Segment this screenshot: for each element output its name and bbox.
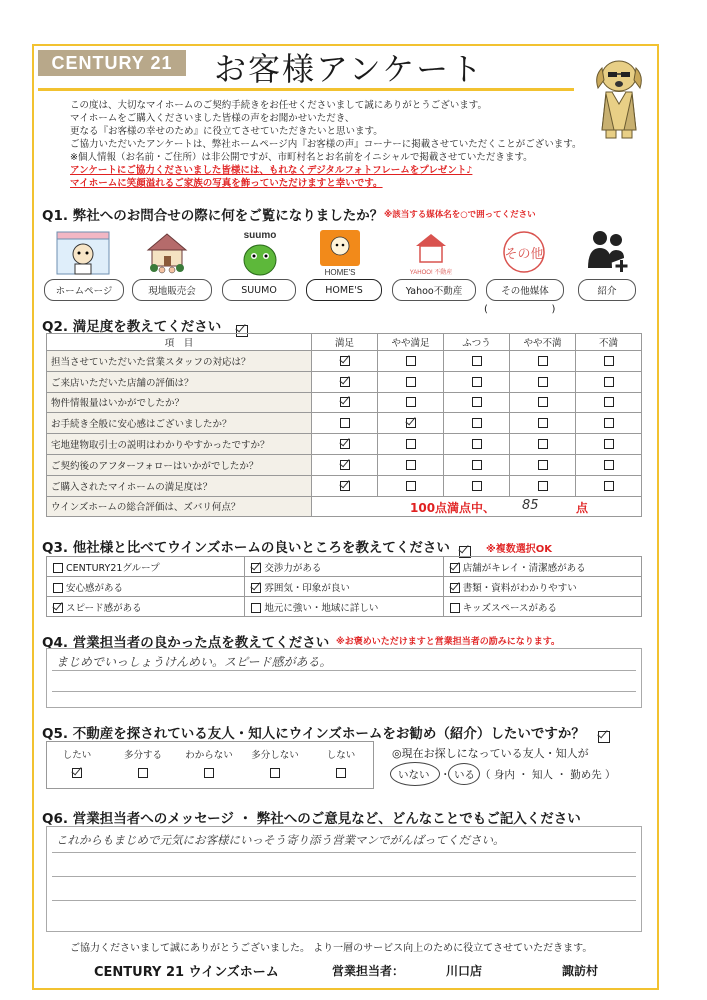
q6-line — [52, 900, 636, 901]
q5-title-check — [598, 731, 610, 743]
q5-option-label: わからない — [185, 750, 233, 761]
q3-option-label: 雰囲気・印象が良い — [264, 582, 350, 594]
q3-check-box[interactable] — [251, 603, 261, 613]
q2-row-store — [47, 371, 642, 392]
q2-col-futsuu: ふつう — [444, 334, 510, 351]
q3-options-table — [46, 556, 642, 617]
q2-check-box[interactable] — [472, 377, 482, 387]
q2-check-box[interactable] — [472, 460, 482, 470]
footer-thanks: ご協力くださいまして誠にありがとうございました。 より一層のサービス向上のために役立てさせていただきます。 — [70, 943, 593, 954]
q6-line — [52, 852, 636, 853]
q3-option-label: 書類・資料がわかりやすい — [462, 582, 577, 594]
q5-separator: ・ — [440, 769, 451, 781]
q2-check-box[interactable] — [604, 377, 614, 387]
q5-option-label: したい — [62, 750, 92, 761]
q5-check-box[interactable] — [204, 768, 214, 778]
q4-title: Q4. 営業担当者の良かった点を教えてください — [42, 635, 330, 651]
q2-check-box[interactable] — [472, 397, 482, 407]
q2-check-box[interactable] — [406, 377, 416, 387]
q1-other-paren: ( ) — [484, 304, 556, 315]
q3-check-box[interactable] — [53, 583, 63, 593]
footer-staff-name: 諏訪村 — [562, 964, 599, 978]
q3-option[interactable] — [47, 557, 245, 577]
q1-title: Q1. 弊社へのお問合せの際に何をご覧になりましたか？ — [42, 208, 384, 224]
yahoo-logo-text: YAHOO! 不動産 — [409, 270, 453, 276]
intro-line-3: 更なる『お客様の幸せのため』に役立てさせていただきたいと思います。 — [70, 126, 383, 137]
q5-iru[interactable]: いる — [454, 769, 475, 781]
century21-logo: CENTURY 21 — [38, 50, 186, 76]
yahoo-realestate-icon — [408, 228, 454, 278]
q6-answer-text: これからもまじめで元気にお客様にいっそう寄り添う営業マンでがんばってください。 — [56, 833, 505, 847]
q2-row-procedure — [47, 413, 642, 434]
q5-relations: （ 身内 ・ 知人 ・ 勤め先 ） — [480, 769, 616, 781]
q2-check-box[interactable] — [340, 377, 350, 387]
q3-option-label: 地元に強い・地域に詳しい — [264, 602, 379, 614]
q3-title: Q3. 他社様と比べてウインズホームの良いところを教えてください — [42, 540, 450, 556]
q2-col-yaya-manzoku: やや満足 — [378, 334, 444, 351]
q1-option-homepage[interactable]: ホームページ — [44, 279, 124, 301]
q2-row-myhome — [47, 475, 642, 496]
q2-check-box[interactable] — [538, 356, 548, 366]
q2-check-box[interactable] — [406, 397, 416, 407]
q2-satisfaction-table — [46, 333, 642, 517]
q2-row-label: 宅地建物取引士の説明はわかりやすかったですか？ — [47, 434, 312, 455]
q2-check-box[interactable] — [340, 439, 350, 449]
q3-check-box[interactable] — [251, 563, 261, 573]
q3-option[interactable] — [47, 597, 245, 617]
q2-title: Q2. 満足度を教えてください — [42, 319, 222, 335]
q2-check-box[interactable] — [538, 377, 548, 387]
q2-row-label: ご契約後のアフターフォローはいかがでしたか？ — [47, 454, 312, 475]
photo-notice: マイホームに笑顔溢れるご家族の写真を飾っていただけますと幸いです。 — [70, 178, 383, 189]
q3-check-box[interactable] — [53, 603, 63, 613]
q2-check-box[interactable] — [406, 418, 416, 428]
q1-option-genchi[interactable]: 現地販売会 — [132, 279, 212, 301]
q2-score-value[interactable]: 85 — [522, 497, 539, 513]
q3-option[interactable] — [443, 557, 641, 577]
q2-check-box[interactable] — [604, 481, 614, 491]
q5-option-label: しない — [326, 750, 356, 761]
q5-check-box[interactable] — [336, 768, 346, 778]
suumo-mascot-icon — [232, 228, 288, 278]
q1-option-other[interactable]: その他媒体 — [486, 279, 564, 301]
intro-line-2: マイホームをご購入くださいました皆様の声をお聞かせいただき、 — [70, 113, 355, 124]
homes-icon — [318, 228, 362, 278]
q5-friend-question: ◎現在お探しになっている友人・知人が — [392, 747, 589, 760]
q2-col-item: 項 目 — [47, 334, 312, 351]
q2-check-box[interactable] — [472, 418, 482, 428]
referral-icon — [586, 228, 630, 274]
website-icon — [55, 230, 111, 276]
q3-option[interactable] — [443, 597, 641, 617]
suumo-logo-text: suumo — [243, 230, 277, 241]
q1-option-suumo[interactable]: SUUMO — [222, 279, 296, 301]
q3-option-label: キッズスペースがある — [462, 602, 558, 614]
q3-note: ※複数選択OK — [486, 544, 552, 555]
q3-check-box[interactable] — [450, 563, 460, 573]
house-icon — [142, 230, 192, 276]
q4-line — [52, 670, 636, 671]
q2-check-box[interactable] — [406, 460, 416, 470]
q2-row-staff — [47, 351, 642, 372]
q2-row-label: 物件情報量はいかがでしたか？ — [47, 392, 312, 413]
q5-recommend-box — [46, 741, 374, 789]
q2-score-label: ウインズホームの総合評価は、ズバリ何点？ — [47, 496, 312, 517]
q1-option-referral[interactable]: 紹介 — [578, 279, 636, 301]
mascot-dog-icon — [588, 54, 650, 140]
q2-check-box[interactable] — [604, 439, 614, 449]
q2-score-cell — [312, 496, 642, 517]
q2-check-box[interactable] — [538, 418, 548, 428]
q2-row-label: ご購入されたマイホームの満足度は？ — [47, 475, 312, 496]
q5-option-label: 多分する — [123, 750, 162, 761]
q3-option-label: スピード感がある — [66, 602, 142, 614]
present-notice: アンケートにご協力くださいました皆様には、もれなくデジタルフォトフレームをプレゼント♪ — [70, 165, 473, 176]
q3-option[interactable] — [245, 557, 443, 577]
q2-check-box[interactable] — [538, 439, 548, 449]
q3-check-box[interactable] — [53, 563, 63, 573]
intro-line-4: ご協力いただいたアンケートは、弊社ホームページ内『お客様の声』コーナーに掲載させていただくことがございます。 — [70, 139, 582, 150]
q5-check-box[interactable] — [138, 768, 148, 778]
intro-line-5: ※個人情報（お名前・ご住所）は非公開ですが、市町村名とお名前をイニシャルで掲載させていただきます。 — [70, 152, 533, 163]
q4-answer-text: まじめでいっしょうけんめい。スピード感がある。 — [56, 655, 332, 669]
q2-row-label: 担当させていただいた営業スタッフの対応は？ — [47, 351, 312, 372]
q2-check-box[interactable] — [472, 481, 482, 491]
q3-option-label: 安心感がある — [66, 582, 124, 594]
q2-row-torihikishi — [47, 434, 642, 455]
footer-company: CENTURY 21 ウインズホーム — [94, 965, 279, 980]
q3-option[interactable] — [47, 577, 245, 597]
q2-check-box[interactable] — [472, 356, 482, 366]
q3-option-label: CENTURY21グループ — [66, 562, 160, 574]
q2-row-label: ご来店いただいた店舗の評価は？ — [47, 371, 312, 392]
q2-col-fuman: 不満 — [576, 334, 642, 351]
q5-check-box[interactable] — [72, 768, 82, 778]
q2-col-yaya-fuman: やや不満 — [510, 334, 576, 351]
q2-check-box[interactable] — [604, 356, 614, 366]
q2-check-box[interactable] — [538, 460, 548, 470]
q2-check-box[interactable] — [472, 439, 482, 449]
q3-option-label: 交渉力がある — [264, 562, 322, 574]
q5-title: Q5. 不動産を探されている友人・知人にウインズホームをお勧め（紹介）したいですか？ — [42, 726, 585, 742]
q3-option[interactable] — [443, 577, 641, 597]
q2-check-box[interactable] — [340, 418, 350, 428]
sonota-logo-text: その他 — [504, 247, 544, 262]
q1-option-homes-selected[interactable]: HOME'S — [306, 279, 382, 301]
q2-check-box[interactable] — [340, 397, 350, 407]
q1-option-yahoo[interactable]: Yahoo不動産 — [392, 279, 476, 301]
homes-logo-text: HOME'S — [324, 268, 356, 277]
q3-check-box[interactable] — [450, 603, 460, 613]
q2-row-info — [47, 392, 642, 413]
q2-row-afterfollow — [47, 454, 642, 475]
q5-option-label: 多分しない — [251, 750, 299, 761]
q2-check-box[interactable] — [340, 481, 350, 491]
q2-check-box[interactable] — [406, 481, 416, 491]
intro-line-1: この度は、大切なマイホームのご契約手続きをお任せくださいまして誠にありがとうございます。 — [70, 100, 488, 111]
q2-check-box[interactable] — [604, 397, 614, 407]
q6-line — [52, 876, 636, 877]
q2-score-suffix: 点 — [576, 500, 589, 515]
q5-inai[interactable]: いない — [398, 769, 430, 781]
q1-note: ※該当する媒体名を○で囲ってください — [384, 210, 536, 220]
q3-check-box[interactable] — [450, 583, 460, 593]
sonota-icon — [500, 228, 548, 276]
q2-check-box[interactable] — [538, 481, 548, 491]
q2-check-box[interactable] — [604, 418, 614, 428]
q3-check-box[interactable] — [251, 583, 261, 593]
q2-check-box[interactable] — [340, 356, 350, 366]
q3-option[interactable] — [245, 577, 443, 597]
q3-option[interactable] — [245, 597, 443, 617]
q2-check-box[interactable] — [538, 397, 548, 407]
q2-check-box[interactable] — [406, 439, 416, 449]
q2-check-box[interactable] — [604, 460, 614, 470]
footer-staff-label: 営業担当者： — [332, 964, 405, 978]
q2-row-label: お手続き全般に安心感はございましたか？ — [47, 413, 312, 434]
q4-note: ※お褒めいただけますと営業担当者の励みになります。 — [336, 637, 561, 647]
q4-line — [52, 691, 636, 692]
q6-title: Q6. 営業担当者へのメッセージ ・ 弊社へのご意見など、どんなことでもご記入ください — [42, 811, 581, 827]
q2-check-box[interactable] — [406, 356, 416, 366]
q2-row-score — [47, 496, 642, 517]
page-title: お客様アンケート — [214, 50, 485, 88]
q2-score-prefix: 100点満点中、 — [410, 500, 496, 515]
q2-col-manzoku: 満足 — [312, 334, 378, 351]
footer-store: 川口店 — [446, 964, 483, 978]
q5-check-box[interactable] — [270, 768, 280, 778]
q2-check-box[interactable] — [340, 460, 350, 470]
q3-option-label: 店舗がキレイ・清潔感がある — [462, 562, 586, 574]
title-underline — [38, 88, 574, 91]
